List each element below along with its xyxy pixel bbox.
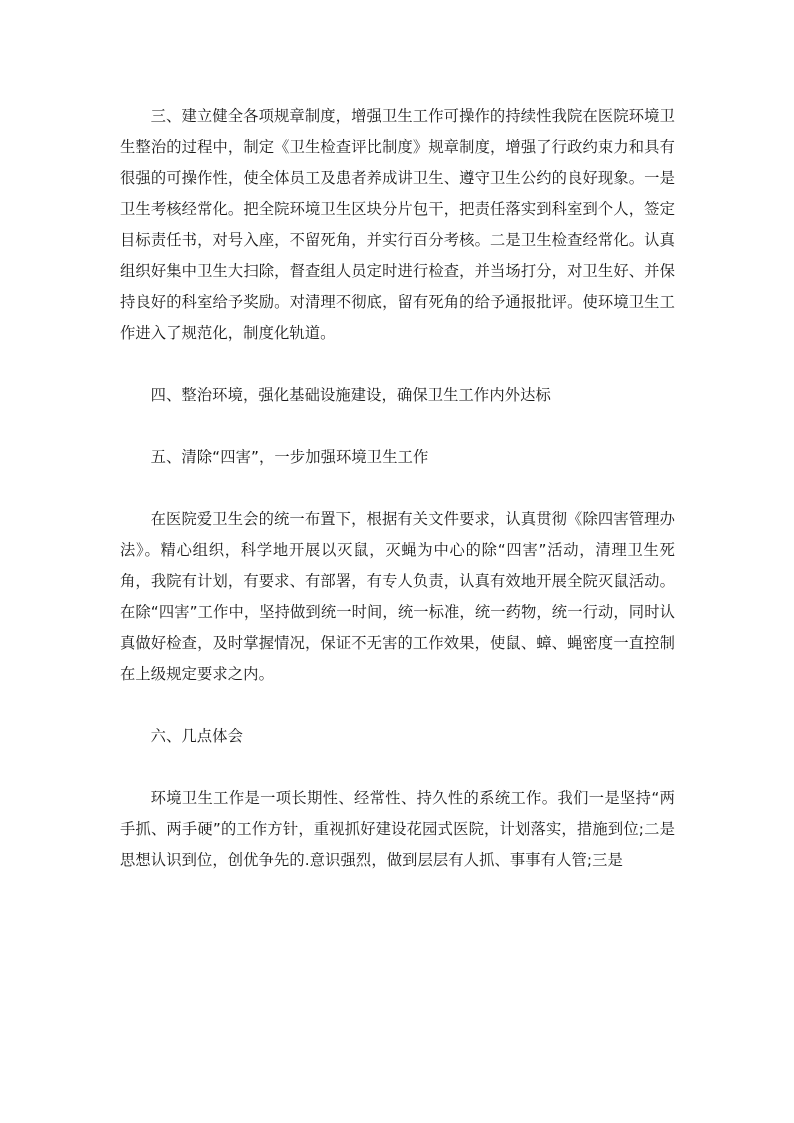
paragraph-experiences: 环境卫生工作是一项长期性、经常性、持久性的系统工作。我们一是坚持“两手抓、两手硬”的工作方针，重视抓好建设花园式医院，计划落实，措施到位;二是思想认识到位，创优争先的.意识强烈，做到层层有人抓、事事有人管;三是	[120, 789, 675, 869]
heading-environment-rectification: 四、整治环境，强化基础设施建设，确保卫生工作内外达标	[150, 386, 551, 404]
heading-four-pests: 五、清除“四害”，一步加强环境卫生工作	[150, 448, 429, 466]
paragraph-spacer	[120, 690, 675, 721]
document-body	[120, 101, 675, 876]
paragraph-spacer	[120, 411, 675, 442]
paragraph-spacer	[120, 752, 675, 783]
heading-experiences: 六、几点体会	[150, 727, 243, 745]
paragraph-pest-control: 在医院爱卫生会的统一布置下，根据有关文件要求，认真贯彻《除四害管理办法》。精心组织，科学地开展以灭鼠，灭蝇为中心的除“四害”活动，清理卫生死角，我院有计划，有要求、有部署，有专人负责，认真有效地开展全院灭鼠活动。在除“四害”工作中，坚持做到统一时间，统一标准，统一药物，统一行动，同时认真做好检查，及时掌握情况，保证不无害的工作效果，使鼠、蟑、蝇密度一直控制在上级规定要求之内。	[120, 510, 675, 683]
paragraph-regulations: 三、建立健全各项规章制度，增强卫生工作可操作的持续性我院在医院环境卫生整治的过程中，制定《卫生检查评比制度》规章制度，增强了行政约束力和具有很强的可操作性，使全体员工及患者养成讲卫生、遵守卫生公约的良好现象。一是卫生考核经常化。把全院环境卫生区块分片包干，把责任落实到科室到个人，签定目标责任书，对号入座，不留死角，并实行百分考核。二是卫生检查经常化。认真组织好集中卫生大扫除，督查组人员定时进行检查，并当场打分，对卫生好、并保持良好的科室给予奖励。对清理不彻底，留有死角的给予通报批评。使环境卫生工作进入了规范化，制度化轨道。	[120, 107, 675, 342]
paragraph-spacer	[120, 349, 675, 380]
paragraph-spacer	[120, 473, 675, 504]
